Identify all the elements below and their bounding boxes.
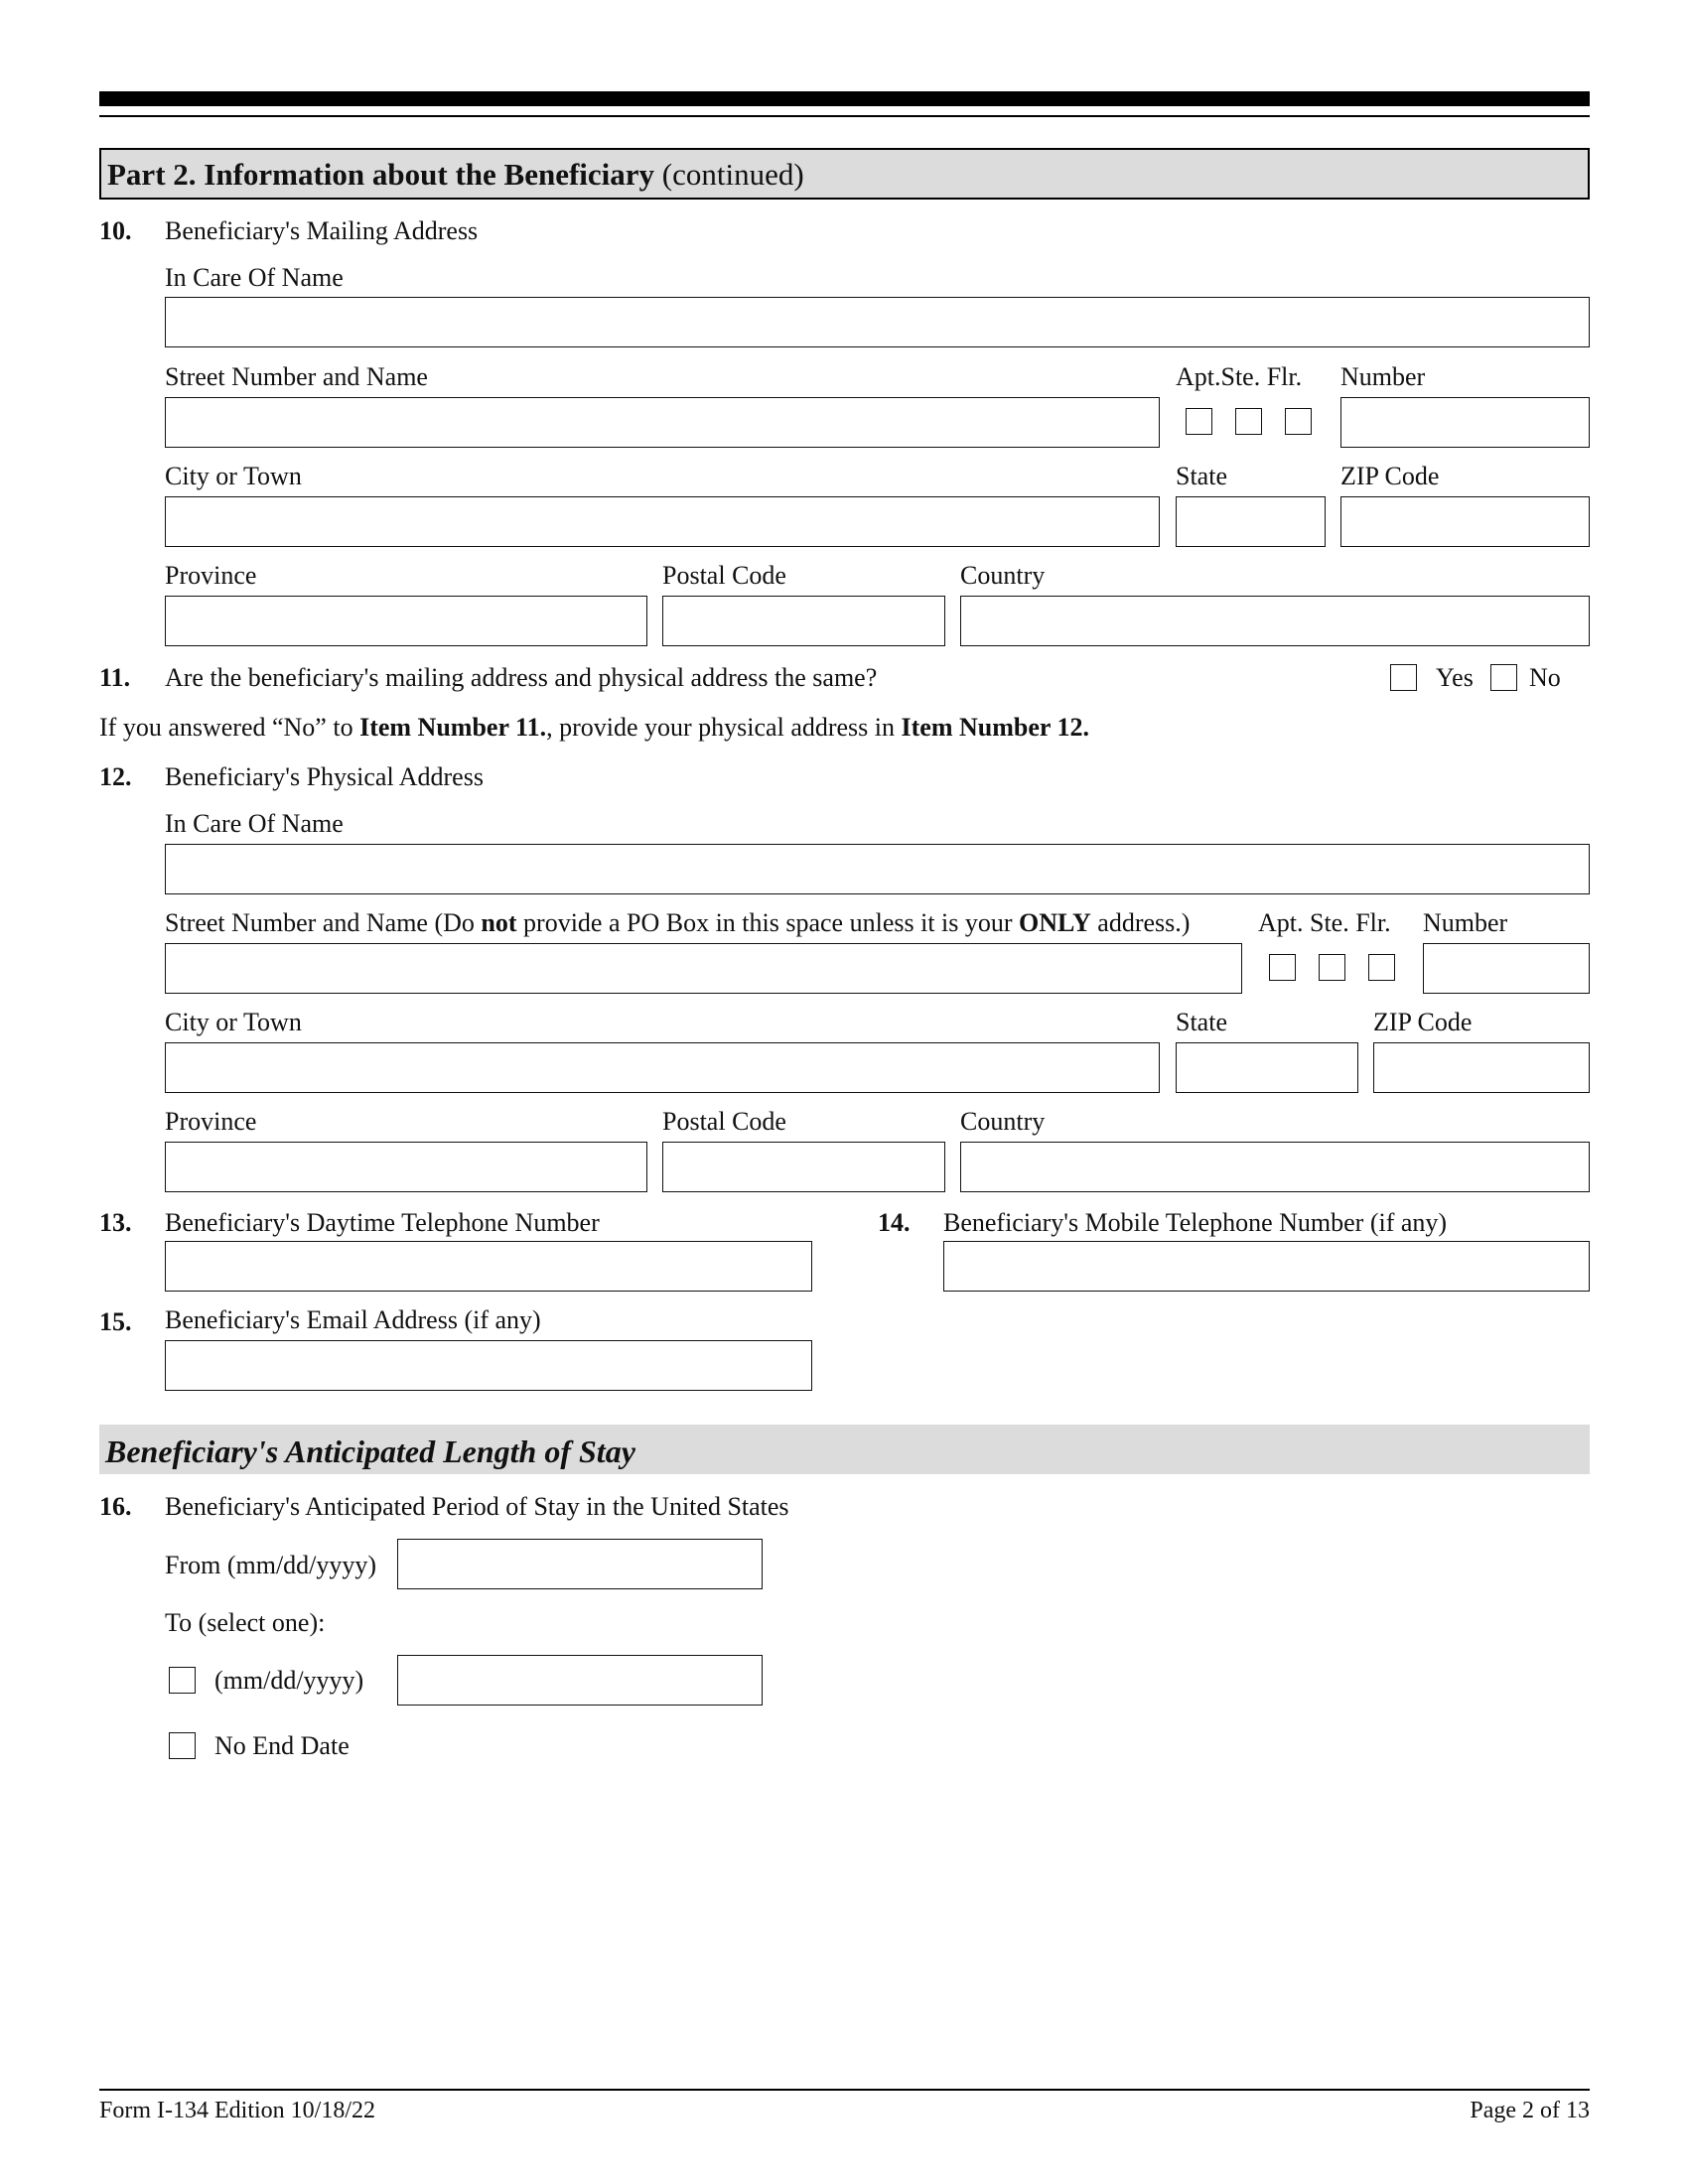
mailing-in-care-of-label: In Care Of Name (165, 263, 344, 292)
physical-street-label: Street Number and Name (Do not provide a PO Box in this space unless it is your ONLY address.) (165, 908, 1191, 937)
physical-city-label: City or Town (165, 1008, 302, 1036)
daytime-phone-input[interactable] (165, 1241, 812, 1292)
mailing-street-label: Street Number and Name (165, 362, 428, 391)
daytime-phone-label: Beneficiary's Daytime Telephone Number (165, 1208, 600, 1237)
mailing-number-input[interactable] (1340, 397, 1590, 448)
item-11-number: 11. (99, 663, 131, 692)
mailing-postal-input[interactable] (662, 596, 945, 646)
same-address-yes-checkbox[interactable] (1390, 664, 1417, 691)
physical-city-input[interactable] (165, 1042, 1160, 1093)
mailing-state-label: State (1176, 462, 1227, 490)
mailing-province-input[interactable] (165, 596, 647, 646)
mailing-country-label: Country (960, 561, 1046, 590)
instruction-text: If you answered “No” to Item Number 11., provide your physical address in Item Number 12. (99, 713, 1089, 742)
physical-zip-input[interactable] (1373, 1042, 1590, 1093)
footer-rule (99, 2089, 1590, 2091)
same-address-no-label: No (1529, 663, 1561, 692)
part-header-continued: (continued) (654, 157, 804, 192)
item-12-number: 12. (99, 762, 132, 791)
physical-number-input[interactable] (1423, 943, 1590, 994)
physical-apt-ste-flr-label: Apt. Ste. Flr. (1258, 908, 1391, 937)
physical-number-label: Number (1423, 908, 1508, 937)
mailing-province-label: Province (165, 561, 257, 590)
physical-postal-input[interactable] (662, 1142, 945, 1192)
physical-postal-label: Postal Code (662, 1107, 786, 1136)
item-16-title: Beneficiary's Anticipated Period of Stay in the United States (165, 1492, 789, 1521)
mailing-country-input[interactable] (960, 596, 1590, 646)
mailing-ste-checkbox[interactable] (1235, 408, 1262, 435)
to-date-checkbox[interactable] (169, 1667, 196, 1694)
email-input[interactable] (165, 1340, 812, 1391)
footer-form-edition: Form I-134 Edition 10/18/22 (99, 2098, 375, 2123)
mailing-apt-checkbox[interactable] (1186, 408, 1212, 435)
physical-street-input[interactable] (165, 943, 1242, 994)
item-10-number: 10. (99, 216, 132, 245)
mailing-state-input[interactable] (1176, 496, 1326, 547)
mailing-in-care-of-input[interactable] (165, 297, 1590, 347)
item-14-number: 14. (878, 1208, 911, 1237)
to-date-option-label: (mm/dd/yyyy) (214, 1666, 364, 1695)
email-label: Beneficiary's Email Address (if any) (165, 1305, 541, 1334)
same-address-yes-label: Yes (1436, 663, 1474, 692)
from-date-label: From (mm/dd/yyyy) (165, 1551, 377, 1579)
physical-country-label: Country (960, 1107, 1046, 1136)
mailing-street-input[interactable] (165, 397, 1160, 448)
physical-country-input[interactable] (960, 1142, 1590, 1192)
item-12-title: Beneficiary's Physical Address (165, 762, 484, 791)
top-thin-rule (99, 115, 1590, 117)
physical-state-label: State (1176, 1008, 1227, 1036)
top-thick-rule (99, 91, 1590, 106)
mailing-city-label: City or Town (165, 462, 302, 490)
physical-apt-checkbox[interactable] (1269, 954, 1296, 981)
mailing-postal-label: Postal Code (662, 561, 786, 590)
mailing-flr-checkbox[interactable] (1285, 408, 1312, 435)
item-16-number: 16. (99, 1492, 132, 1521)
mobile-phone-label: Beneficiary's Mobile Telephone Number (if any) (943, 1208, 1448, 1237)
physical-ste-checkbox[interactable] (1319, 954, 1345, 981)
mailing-city-input[interactable] (165, 496, 1160, 547)
part-header-title: Part 2. Information about the Beneficiary (107, 157, 655, 192)
physical-in-care-of-input[interactable] (165, 844, 1590, 894)
item-13-number: 13. (99, 1208, 132, 1237)
footer-page-number: Page 2 of 13 (1470, 2098, 1590, 2123)
mailing-number-label: Number (1340, 362, 1426, 391)
item-15-number: 15. (99, 1307, 132, 1336)
physical-state-input[interactable] (1176, 1042, 1358, 1093)
item-10-title: Beneficiary's Mailing Address (165, 216, 479, 245)
mailing-zip-input[interactable] (1340, 496, 1590, 547)
length-of-stay-title: Beneficiary's Anticipated Length of Stay (105, 1433, 635, 1469)
mobile-phone-input[interactable] (943, 1241, 1590, 1292)
physical-province-input[interactable] (165, 1142, 647, 1192)
from-date-input[interactable] (397, 1539, 763, 1589)
no-end-date-checkbox[interactable] (169, 1732, 196, 1759)
physical-in-care-of-label: In Care Of Name (165, 809, 344, 838)
physical-flr-checkbox[interactable] (1368, 954, 1395, 981)
physical-zip-label: ZIP Code (1373, 1008, 1473, 1036)
mailing-apt-ste-flr-label: Apt.Ste. Flr. (1176, 362, 1303, 391)
length-of-stay-section-header (99, 1425, 1590, 1474)
no-end-date-label: No End Date (214, 1731, 350, 1760)
same-address-no-checkbox[interactable] (1490, 664, 1517, 691)
to-select-label: To (select one): (165, 1608, 326, 1637)
to-date-input[interactable] (397, 1655, 763, 1706)
physical-province-label: Province (165, 1107, 257, 1136)
part-2-header (99, 148, 1590, 200)
item-11-question: Are the beneficiary's mailing address and physical address the same? (165, 663, 878, 692)
mailing-zip-label: ZIP Code (1340, 462, 1440, 490)
